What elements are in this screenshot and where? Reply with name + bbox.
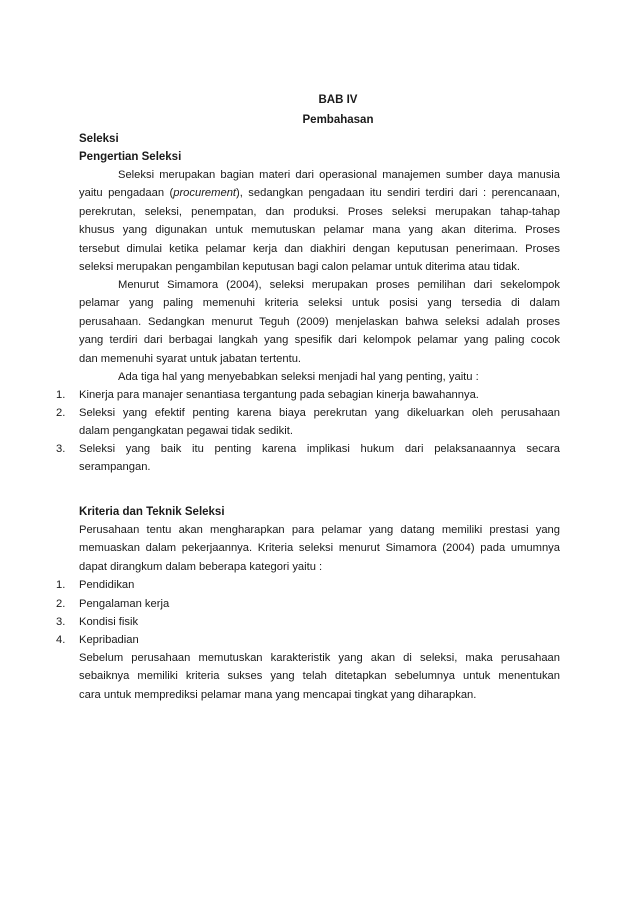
text-line: Seleksi yang efektif penting karena biaya perekrutan yang dikeluarkan oleh perusahaan <box>79 407 560 419</box>
list-item <box>56 631 560 649</box>
chapter-number: BAB IV <box>318 94 358 106</box>
text-line: yang terdiri dari berbagai langkah yang spesifik dari kelompok pelamar yang paling cocok <box>79 334 560 347</box>
list-text: Pendidikan <box>79 579 135 591</box>
text-line: Seleksi merupakan bagian materi dari operasional manajemen sumber daya manusia <box>118 169 560 181</box>
text-line: Perusahaan tentu akan mengharapkan para pelamar yang datang memiliki prestasi yang <box>79 524 560 536</box>
text-line: cara untuk memprediksi pelamar mana yang mencapai tingkat yang diharapkan. <box>79 688 477 701</box>
list-number: 2. <box>56 407 66 419</box>
list-number: 2. <box>56 598 66 610</box>
list-text: Kondisi fisik <box>79 616 139 628</box>
list-number: 1. <box>56 389 66 401</box>
list-item <box>56 613 560 631</box>
text-line: pelamar yang paling memenuhi kriteria seleksi untuk posisi yang tersedia di dalam <box>79 297 560 310</box>
text-line: Sebelum perusahaan memutuskan karakteristik yang akan di seleksi, maka perusahaan <box>79 652 560 664</box>
text-line: Seleksi yang baik itu penting karena implikasi hukum dari pelaksanaannya secara <box>79 443 560 455</box>
list-number: 3. <box>56 616 66 628</box>
text-line: dan memenuhi syarat untuk jabatan tertentu. <box>79 352 302 365</box>
text-line: perusahaan. Sedangkan menurut Teguh (2009) menjelaskan bahwa seleksi adalah proses <box>79 315 560 328</box>
text-line: Menurut Simamora (2004), seleksi merupakan proses pemilihan dari sekelompok <box>118 279 560 291</box>
list-text: Pengalaman kerja <box>79 598 170 610</box>
text-line: memuaskan dalam pekerjaannya. Kriteria seleksi menurut Simamora (2004) pada umumnya <box>79 542 560 555</box>
list-item <box>56 576 560 594</box>
text-line: tersebut dimulai ketika pelamar kerja dan diakhiri dengan keputusan penerimaan. Proses <box>79 242 560 255</box>
subsection-heading-pengertian: Pengertian Seleksi <box>79 151 182 163</box>
text-line: serampangan. <box>79 461 151 474</box>
paragraph-tiga-hal <box>79 368 560 386</box>
text-line: khusus yang digunakan untuk memutuskan pelamar mana yang akan diterima. Proses <box>79 224 560 237</box>
text-line: yaitu pengadaan (procurement), sedangkan pengadaan itu sendiri terdiri dari : perencanaan, <box>79 187 560 200</box>
list-number: 1. <box>56 579 66 591</box>
paragraph-sebelum <box>79 649 560 704</box>
text-line: dalam pengangkatan pegawai tidak sedikit. <box>79 425 293 438</box>
section-heading-kriteria: Kriteria dan Teknik Seleksi <box>79 506 225 518</box>
paragraph-pengertian <box>79 166 560 276</box>
text-line: sebaiknya memiliki kriteria sukses yang telah ditetapkan sebelumnya untuk menentukan <box>79 670 560 683</box>
text-line: Kinerja para manajer senantiasa tergantung pada sebagian kinerja bawahannya. <box>79 389 479 401</box>
text-line: dapat dirangkum dalam beberapa kategori yaitu : <box>79 560 323 573</box>
chapter-title: Pembahasan <box>302 114 374 126</box>
paragraph-simamora <box>79 276 560 368</box>
list-item <box>56 386 560 404</box>
list-text: Kepribadian <box>79 634 139 646</box>
list-item <box>56 595 560 613</box>
paragraph-kriteria <box>79 521 560 576</box>
list-item <box>56 440 560 477</box>
text-line: perekrutan, seleksi, penempatan, dan produksi. Proses seleksi merupakan tahap-tahap <box>79 205 560 218</box>
list-number: 3. <box>56 443 66 455</box>
text-line: Ada tiga hal yang menyebabkan seleksi menjadi hal yang penting, yaitu : <box>118 371 479 383</box>
section-heading-seleksi: Seleksi <box>79 133 119 145</box>
text-line: seleksi merupakan pengambilan keputusan bagi calon pelamar untuk diterima atau tidak. <box>79 261 520 274</box>
list-item <box>56 404 560 441</box>
list-number: 4. <box>56 634 66 646</box>
italic-term: procurement <box>173 187 237 200</box>
